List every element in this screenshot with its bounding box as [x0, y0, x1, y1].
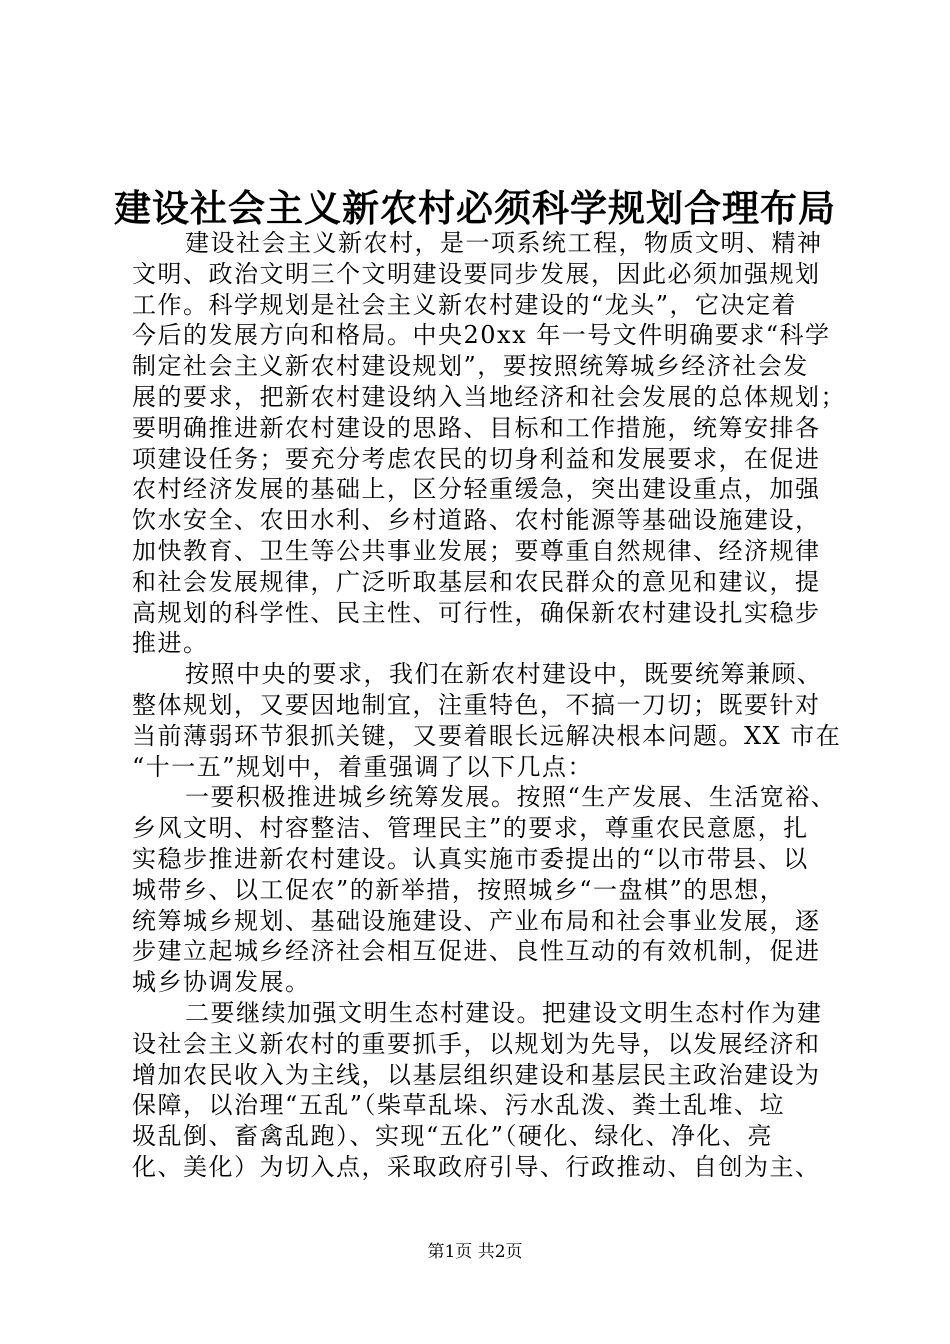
paragraph-3 — [132, 782, 837, 998]
paragraph-line: 项建设任务；要充分考虑农民的切身利益和发展要求，在促进 — [132, 444, 821, 473]
paragraph-line: 增加农民收入为主线，以基层组织建设和基层民主政治建设为 — [132, 1060, 821, 1089]
paragraph-line: 推进。 — [132, 629, 209, 658]
page-footer: 第1页 共2页 — [427, 1242, 523, 1262]
paragraph-line: 圾乱倒、畜禽乱跑）、实现“五化”（硬化、绿化、净化、亮 — [132, 1122, 774, 1151]
paragraph-line: 展的要求，把新农村建设纳入当地经济和社会发展的总体规划； — [132, 382, 846, 411]
paragraph-line: 设社会主义新农村的重要抓手，以规划为先导，以发展经济和 — [132, 1029, 821, 1058]
paragraph-line: 饮水安全、农田水利、乡村道路、农村能源等基础设施建设， — [132, 506, 821, 535]
document-body — [132, 228, 846, 1183]
paragraph-line: 今后的发展方向和格局。中央20xx 年一号文件明确要求“科学 — [132, 321, 831, 350]
paragraph-line: 步建立起城乡经济社会相互促进、良性互动的有效机制，促进 — [132, 937, 821, 966]
paragraph-line: 当前薄弱环节狠抓关键，又要着眼长远解决根本问题。XX 市在 — [132, 721, 842, 750]
paragraph-2 — [132, 659, 842, 782]
paragraph-line: 加快教育、卫生等公共事业发展；要尊重自然规律、经济规律 — [132, 536, 821, 565]
paragraph-line: 乡风文明、村容整洁、管理民主”的要求，尊重农民意愿，扎 — [132, 814, 809, 843]
paragraph-line: 农村经济发展的基础上，区分轻重缓急，突出建设重点，加强 — [132, 475, 821, 504]
paragraph-line: 整体规划，又要因地制宜，注重特色，不搞一刀切；既要针对 — [132, 690, 821, 719]
paragraph-line: 实稳步推进新农村建设。认真实施市委提出的“以市带县、以 — [132, 844, 809, 873]
paragraph-line: 和社会发展规律，广泛听取基层和农民群众的意见和建议，提 — [132, 567, 821, 596]
paragraph-line: 高规划的科学性、民主性、可行性，确保新农村建设扎实稳步 — [132, 598, 821, 627]
paragraph-line: 统筹城乡规划、基础设施建设、产业布局和社会事业发展，逐 — [132, 906, 821, 935]
paragraph-line: 城乡协调发展。 — [132, 968, 311, 997]
paragraph-line: 文明、政治文明三个文明建设要同步发展，因此必须加强规划 — [132, 259, 821, 288]
paragraph-line: 城带乡、以工促农”的新举措，按照城乡“一盘棋”的思想， — [132, 875, 786, 904]
paragraph-line: 要明确推进新农村建设的思路、目标和工作措施，统筹安排各 — [132, 413, 821, 442]
paragraph-line: 建设社会主义新农村，是一项系统工程，物质文明、精神 — [185, 229, 823, 257]
paragraph-line: 二要继续加强文明生态村建设。把建设文明生态村作为建 — [185, 998, 823, 1027]
paragraph-4 — [132, 998, 832, 1183]
paragraph-line: 一要积极推进城乡统筹发展。按照“生产发展、生活宽裕、 — [185, 783, 837, 812]
paragraph-line: “十一五”规划中，着重强调了以下几点： — [132, 752, 594, 781]
paragraph-line: 制定社会主义新农村建设规划”，要按照统筹城乡经济社会发 — [132, 352, 809, 381]
paragraph-line: 保障，以治理“五乱”（柴草乱垛、污水乱泼、粪土乱堆、垃 — [132, 1091, 786, 1120]
paragraph-line: 工作。科学规划是社会主义新农村建设的“龙头”，它决定着 — [132, 290, 798, 319]
document-title: 建设社会主义新农村必须科学规划合理布局 — [114, 186, 836, 230]
paragraph-line: 按照中央的要求，我们在新农村建设中，既要统筹兼顾、 — [185, 660, 823, 689]
paragraph-1 — [132, 228, 846, 659]
paragraph-line: 化、美化）为切入点，采取政府引导、行政推动、自创为主、 — [132, 1152, 821, 1181]
